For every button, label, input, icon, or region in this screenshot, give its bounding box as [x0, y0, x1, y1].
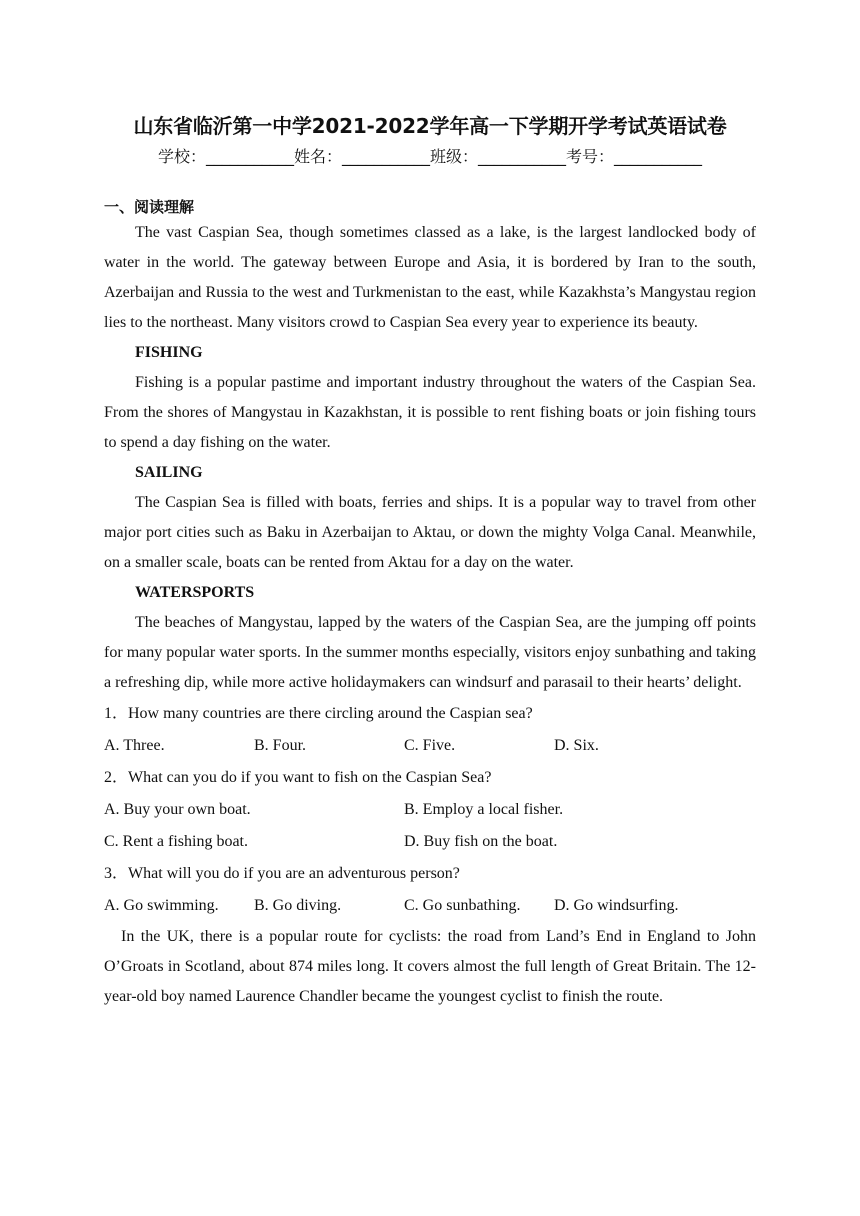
- question-1-option-d: D. Six.: [554, 737, 599, 754]
- question-3-option-d: D. Go windsurfing.: [554, 897, 679, 914]
- question-2-option-b: B. Employ a local fisher.: [404, 801, 564, 818]
- question-1-options: [104, 730, 756, 762]
- question-3-option-c: C. Go sunbathing.: [404, 897, 521, 914]
- question-1-option-b: B. Four.: [254, 737, 307, 754]
- question-2-option-d: D. Buy fish on the boat.: [404, 833, 558, 850]
- reading-section: [104, 218, 756, 1012]
- student-info-line: [0, 146, 860, 168]
- question-3-options: [104, 890, 756, 922]
- section-heading: 一、阅读理解: [104, 198, 195, 216]
- question-2-options-row-2: [104, 826, 756, 858]
- question-2-option-c: C. Rent a fishing boat.: [104, 833, 248, 850]
- subheading-sailing: SAILING: [135, 464, 203, 481]
- exam-number-field: 考号：___________: [566, 147, 703, 166]
- question-1-option-a: A. Three.: [104, 737, 165, 754]
- question-3-option-a: A. Go swimming.: [104, 897, 219, 914]
- question-3-option-b: B. Go diving.: [254, 897, 342, 914]
- class-field: 班级：___________: [430, 147, 567, 166]
- question-3-stem: 3．What will you do if you are an adventurous person?: [104, 865, 460, 882]
- school-field: 学校：___________: [157, 147, 294, 166]
- exam-title: 山东省临沂第一中学2021-2022学年高一下学期开学考试英语试卷: [133, 114, 727, 138]
- question-1-stem: 1．How many countries are there circling around the Caspian sea?: [104, 705, 533, 722]
- name-field: 姓名：___________: [293, 147, 430, 166]
- question-2-options-row-1: [104, 794, 756, 826]
- question-2-stem: 2．What can you do if you want to fish on the Caspian Sea?: [104, 769, 492, 786]
- passage-intro: The vast Caspian Sea, though sometimes classed as a lake, is the largest landlocked body of water in the world. The gateway between Europe and Asia, it is bordered by Iran to the south, Azerbaijan and Russia to the west and Turkmenistan to the east, while Kazakhsta’s Mangystau region lies to the northeast. Many visitors crowd to Caspian Sea every year to experience its beauty.: [104, 224, 756, 331]
- paragraph-sailing: The Caspian Sea is filled with boats, ferries and ships. It is a popular way to travel from other major port cities such as Baku in Azerbaijan to Aktau, or down the mighty Volga Canal. Meanwhile, on a smaller scale, boats can be rented from Aktau for a day on the water.: [104, 494, 756, 571]
- paragraph-watersports: The beaches of Mangystau, lapped by the waters of the Caspian Sea, are the jumping off points for many popular water sports. In the summer months especially, visitors enjoy sunbathing and taking a refreshing dip, while more active holidaymakers can windsurf and parasail to their hearts’ delight.: [104, 614, 756, 691]
- subheading-watersports: WATERSPORTS: [135, 584, 255, 601]
- passage-2-paragraph: In the UK, there is a popular route for cyclists: the road from Land’s End in England to John O’Groats in Scotland, about 874 miles long. It covers almost the full length of Great Britain. The 12-year-old boy named Laurence Chandler became the youngest cyclist to finish the route.: [104, 928, 756, 1005]
- question-2-option-a: A. Buy your own boat.: [104, 801, 251, 818]
- question-1-option-c: C. Five.: [404, 737, 456, 754]
- subheading-fishing: FISHING: [135, 344, 203, 361]
- paragraph-fishing: Fishing is a popular pastime and important industry throughout the waters of the Caspian Sea. From the shores of Mangystau in Kazakhstan, it is possible to rent fishing boats or join fishing tours to spend a day fishing on the water.: [104, 374, 756, 451]
